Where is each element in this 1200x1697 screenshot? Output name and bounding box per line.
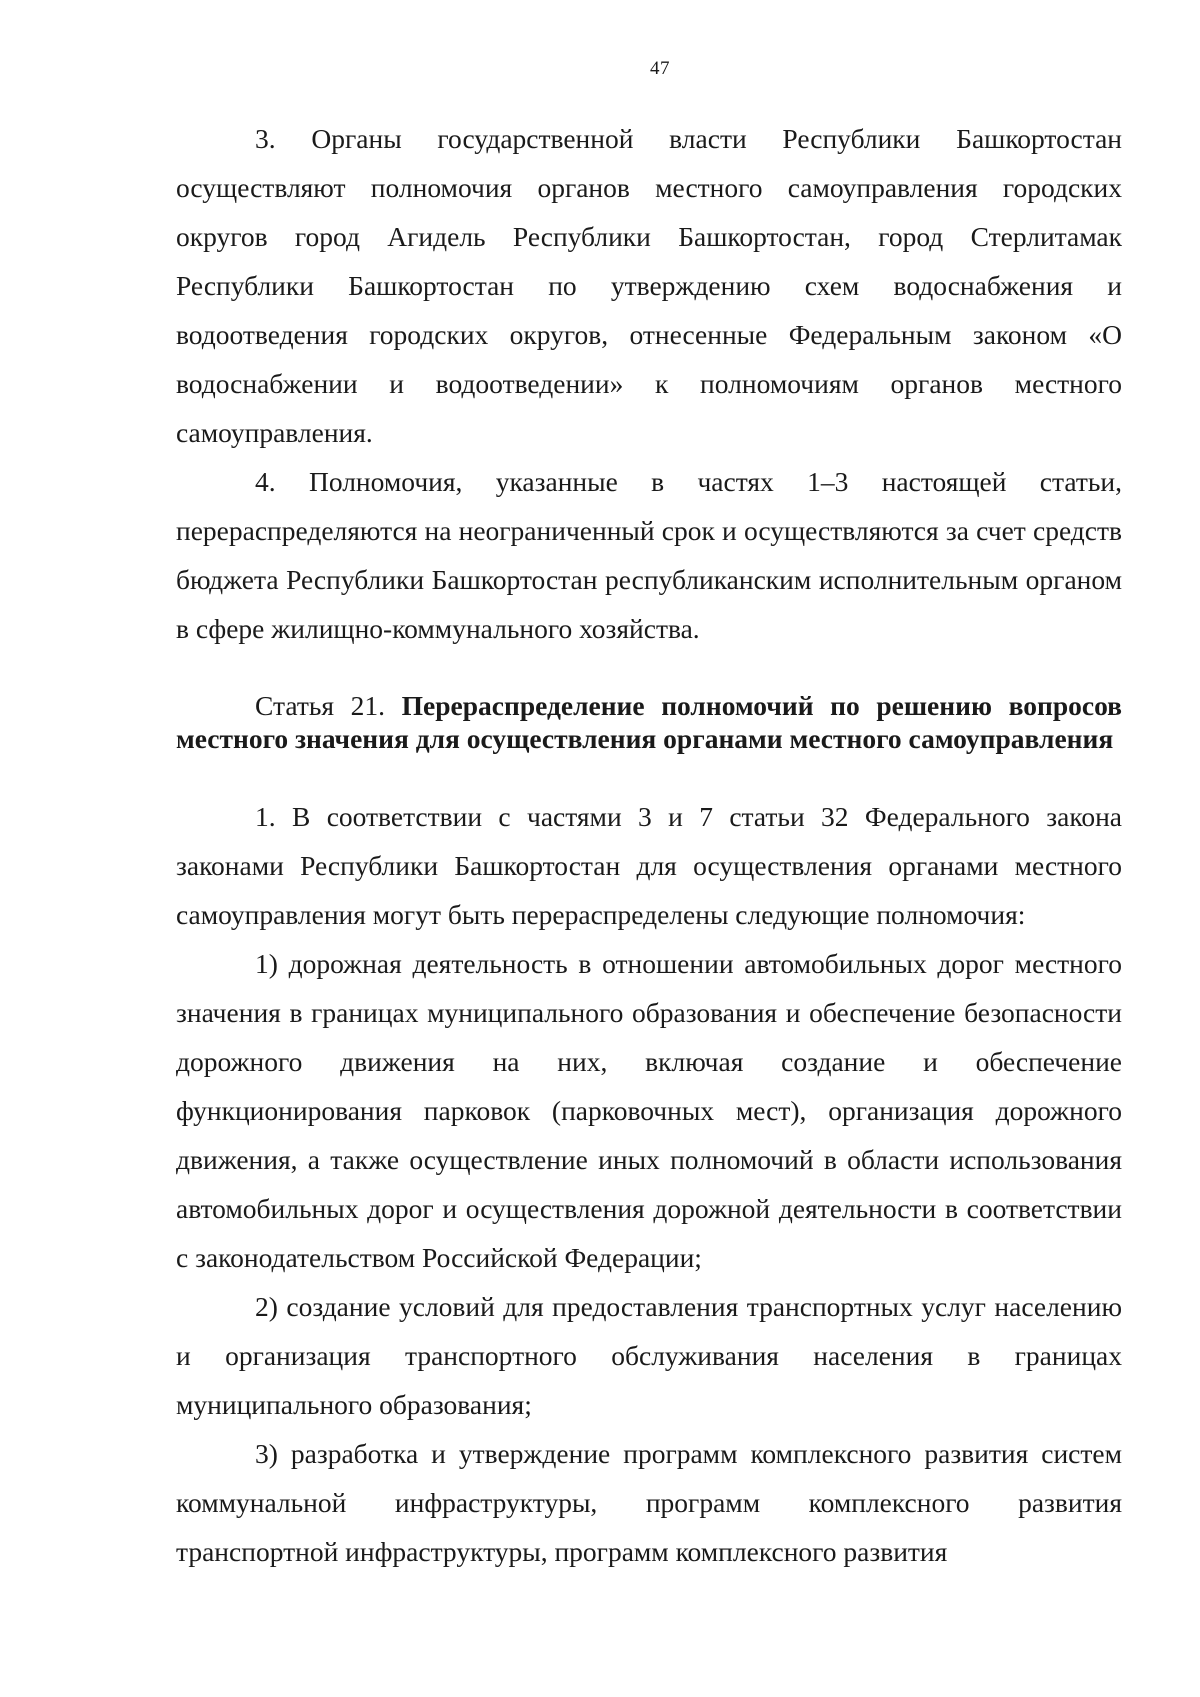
article-21-heading-block [176,689,1122,755]
paragraph-part-3: 3. Органы государственной власти Республики Башкортостан осуществляют полномочия органов местного самоуправления городских округов город Агидель Республики Башкортостан, город Стерлитамак Республики Башкортостан по утверждению схем водоснабжения и водоотведения городских округов, отнесенные Федеральным законом «О водоснабжении и водоотведении» к полномочиям органов местного самоуправления. [176,123,1122,448]
paragraph-part-4: 4. Полномочия, указанные в частях 1–3 настоящей статьи, перераспределяются на неограниченный срок и осуществляются за счет средств бюджета Республики Башкортостан республиканским исполнительным органом в сфере жилищно-коммунального хозяйства. [176,466,1122,644]
list-item-3: 3) разработка и утверждение программ комплексного развития систем коммунальной инфраструктуры, программ комплексного развития транспортной инфраструктуры, программ комплексного развития [176,1438,1122,1567]
list-item-1: 1) дорожная деятельность в отношении автомобильных дорог местного значения в границах муниципального образования и обеспечение безопасности дорожного движения на них, включая создание и обеспечение функционирования парковок (парковочных мест), организация дорожного движения, а также осуществление иных полномочий в области использования автомобильных дорог и осуществления дорожной деятельности в соответствии с законодательством Российской Федерации; [176,948,1122,1273]
article-title: Перераспределение полномочий по решению вопросов местного значения для осуществления органами местного самоуправления [176,690,1122,754]
article-21-body [176,792,1122,1576]
article-heading [176,689,1122,755]
page-number: 47 [650,58,670,79]
paragraph-part-1: 1. В соответствии с частями 3 и 7 статьи 32 Федерального закона законами Республики Башкортостан для осуществления органами местного самоуправления могут быть перераспределены следующие полномочия: [176,801,1122,930]
list-item-2: 2) создание условий для предоставления транспортных услуг населению и организация транспортного обслуживания населения в границах муниципального образования; [176,1291,1122,1420]
article-number: Статья 21. [255,690,386,721]
article-20-continuation [176,114,1122,653]
